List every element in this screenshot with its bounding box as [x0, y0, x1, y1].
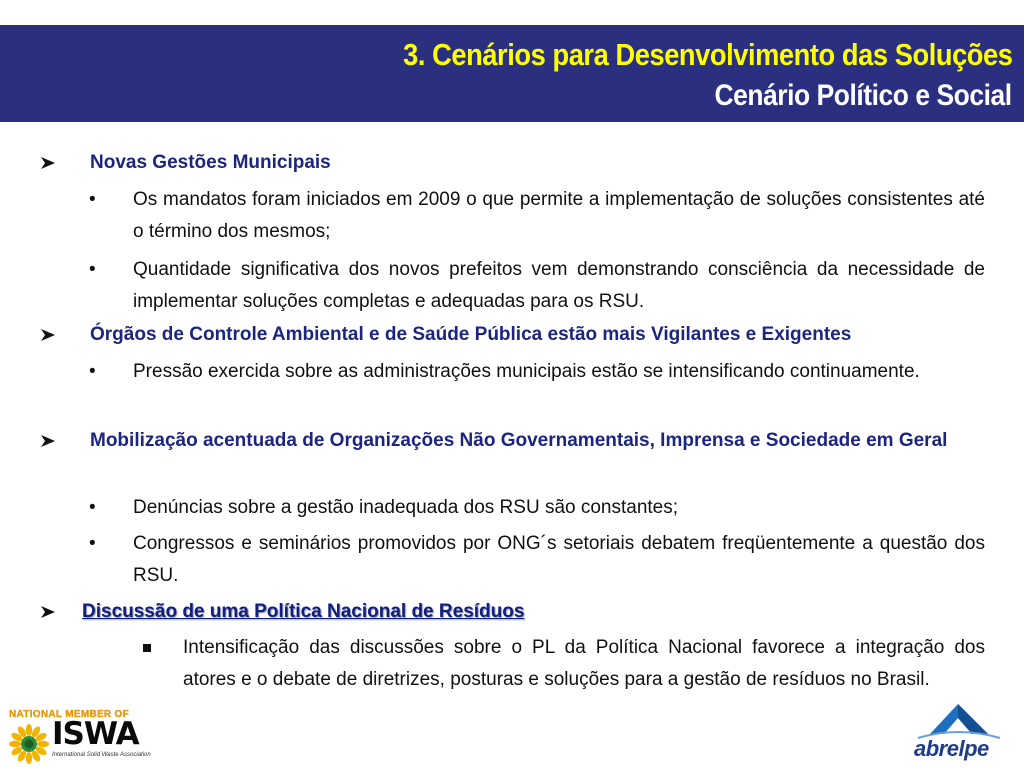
sunflower-icon: [9, 722, 49, 769]
bullet-dot: •: [89, 497, 96, 518]
square-bullet-icon: [143, 644, 151, 652]
slide-title: 3. Cenários para Desenvolvimento das Soluções: [402, 37, 1012, 72]
arrow-bullet-icon: [40, 426, 60, 456]
arrow-bullet-icon: [40, 597, 60, 627]
mountain-icon: [908, 700, 1008, 740]
iswa-logo: [9, 709, 159, 764]
abrelpe-logo: [908, 700, 1008, 764]
bullet-text: Os mandatos foram iniciados em 2009 o que permite a implementação de soluções consistentes até o término dos mesmos;: [133, 189, 985, 242]
bullet-dot: •: [89, 533, 96, 554]
arrow-bullet-icon: [40, 148, 60, 178]
section-heading: Mobilização acentuada de Organizações Não Governamentais, Imprensa e Sociedade em Geral: [90, 430, 948, 451]
slide-subtitle: Cenário Político e Social: [714, 79, 1012, 112]
bullet-dot: •: [89, 259, 96, 280]
iswa-member-label: NATIONAL MEMBER OF: [9, 709, 130, 720]
bullet-text: Quantidade significativa dos novos prefeitos vem demonstrando consciência da necessidade de implementar soluções completas e adequadas para os RSU.: [133, 259, 985, 312]
abrelpe-wordmark: abrelpe: [914, 736, 989, 761]
bullet-dot: •: [89, 361, 96, 382]
bullet-text: Pressão exercida sobre as administrações municipais estão se intensificando continuamente.: [133, 361, 920, 382]
bullet-text: Intensificação das discussões sobre o PL da Política Nacional favorece a integração dos atores e o debate de diretrizes, posturas e soluções para a gestão de resíduos no Brasil.: [183, 637, 985, 690]
arrow-bullet-icon: [40, 320, 60, 350]
section-heading-highlight: Discussão de uma Política Nacional de Resíduos: [82, 601, 525, 622]
slide-header: [0, 25, 1024, 122]
section-heading: Novas Gestões Municipais: [90, 152, 331, 173]
iswa-wordmark: ISWA: [52, 716, 139, 752]
bullet-dot: •: [89, 189, 96, 210]
section-heading: Órgãos de Controle Ambiental e de Saúde Pública estão mais Vigilantes e Exigentes: [90, 324, 852, 345]
bullet-text: Denúncias sobre a gestão inadequada dos RSU são constantes;: [133, 497, 679, 518]
iswa-subtitle: International Solid Waste Association: [52, 752, 151, 758]
bullet-text: Congressos e seminários promovidos por ONG´s setoriais debatem freqüentemente a questão dos RSU.: [133, 533, 985, 586]
